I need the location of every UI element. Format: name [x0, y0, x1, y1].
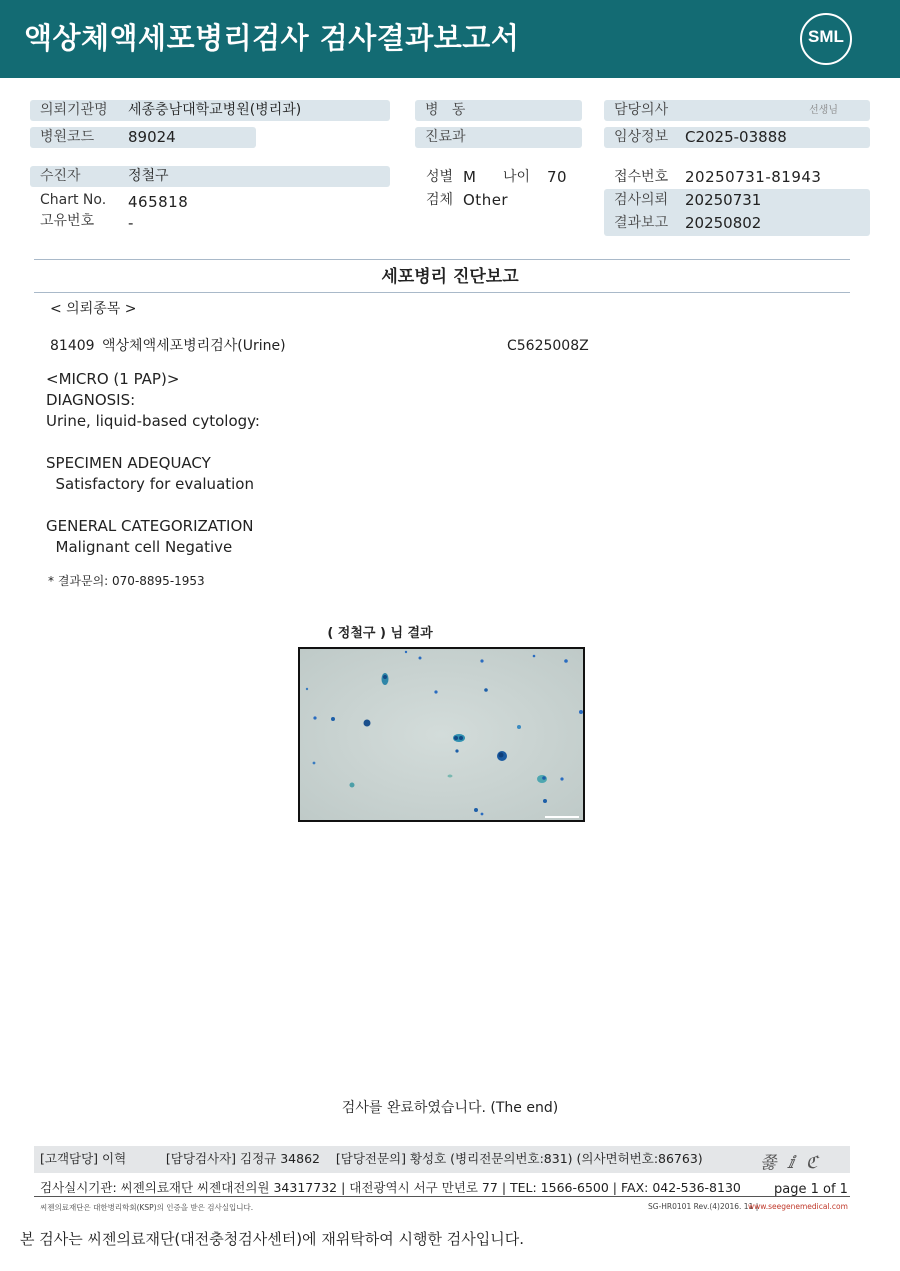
result-line: DIAGNOSIS: [46, 391, 136, 409]
clinical-info-row [604, 127, 870, 148]
specimen-label: 검체 [426, 192, 454, 208]
sml-logo [800, 13, 852, 65]
footer-lab-line: 검사실시기관: 씨젠의료재단 씨젠대전의원 34317732 | 대전광역시 서구 만년로 77 | TEL: 1566-6500 | FAX: 042-536-8130 [40, 1180, 741, 1195]
requesting-institution-row [30, 100, 390, 121]
report-date-value: 20250802 [685, 214, 762, 232]
image-caption: ( 정철구 ) 님 결과 [327, 626, 433, 641]
unique-no-label: 고유번호 [40, 213, 95, 229]
doctor-signature: 쬻 ⅈ ℭ [760, 1153, 821, 1173]
receipt-no-label: 접수번호 [614, 169, 669, 185]
result-line: SPECIMEN ADEQUACY [46, 454, 211, 472]
patient-label: 수진자 [40, 168, 81, 184]
specimen-value: Other [463, 191, 509, 209]
logo-text: SML [808, 27, 844, 46]
website-link[interactable]: www.seegenemedical.com [748, 1202, 848, 1211]
requesting-institution-value: 세종충남대학교병원(병리과) [128, 102, 302, 118]
hospital-code-row [30, 127, 256, 148]
department-row [415, 127, 582, 148]
cytology-micrograph [298, 647, 585, 822]
hospital-code-value: 89024 [128, 128, 176, 146]
test-code: 81409 [50, 338, 95, 354]
chart-no-value: 465818 [128, 193, 189, 211]
micrograph-svg [300, 649, 583, 820]
unique-no-value: - [128, 214, 134, 232]
footer-staff-line: [고객담당] 이혁 [담당검사자] 김정규 34862 [담당전문의] 황성호 (병리전문의번호:831) (의사면허번호:86763) [40, 1151, 703, 1166]
ward-label: 병 동 [425, 102, 466, 118]
receipt-no-value: 20250731-81943 [685, 168, 822, 186]
ward-row [415, 100, 582, 121]
clinical-info-value: C2025-03888 [685, 128, 787, 146]
patient-value: 정철구 [128, 168, 169, 184]
dates-block [604, 189, 870, 236]
page-number: page 1 of 1 [774, 1182, 848, 1197]
footer-divider [34, 1196, 850, 1197]
doctor-suffix: 선생님 [809, 105, 838, 116]
request-items-heading: < 의뢰종목 > [50, 301, 137, 317]
request-date-value: 20250731 [685, 191, 762, 209]
test-name: 액상체액세포병리검사(Urine) [102, 338, 286, 354]
result-line: Urine, liquid-based cytology: [46, 412, 260, 430]
doctor-row [604, 100, 870, 121]
inquiry-phone: * 결과문의: 070-8895-1953 [48, 574, 205, 588]
result-line: GENERAL CATEGORIZATION [46, 517, 254, 535]
result-line: <MICRO (1 PAP)> [46, 370, 180, 388]
age-label: 나이 [503, 169, 531, 185]
age-value: 70 [547, 168, 568, 186]
chart-no-label: Chart No. [40, 192, 107, 208]
clinical-info-label: 임상정보 [614, 129, 669, 145]
hospital-code-label: 병원코드 [40, 129, 95, 145]
section-rule-bottom [34, 292, 850, 293]
cert-note: 씨젠의료재단은 대한병리학회(KSP)의 인증을 받은 검사실입니다. [40, 1203, 254, 1212]
department-label: 진료과 [425, 129, 466, 145]
doctor-label: 담당의사 [614, 102, 669, 118]
section-rule-top [34, 259, 850, 260]
bottom-note: 본 검사는 씨젠의료재단(대전충청검사센터)에 재위탁하여 시행한 검사입니다. [20, 1230, 524, 1248]
sex-value: M [463, 168, 477, 186]
sex-label: 성별 [426, 169, 454, 185]
end-text: 검사를 완료하였습니다. (The end) [341, 1100, 559, 1116]
report-header [0, 0, 900, 78]
patient-row [30, 166, 390, 187]
requesting-institution-label: 의뢰기관명 [40, 102, 108, 118]
scale-bar [545, 816, 579, 818]
report-date-label: 결과보고 [614, 215, 669, 231]
result-line: Malignant cell Negative [46, 538, 233, 556]
report-title: 액상체액세포병리검사 검사결과보고서 [24, 21, 520, 55]
section-title: 세포병리 진단보고 [381, 267, 519, 287]
footer-staff-bar [34, 1146, 850, 1173]
request-date-label: 검사의뢰 [614, 192, 669, 208]
test-id: C5625008Z [507, 338, 589, 354]
result-line: Satisfactory for evaluation [46, 475, 254, 493]
form-code: SG-HR0101 Rev.(4)2016. 11 | [648, 1202, 759, 1211]
